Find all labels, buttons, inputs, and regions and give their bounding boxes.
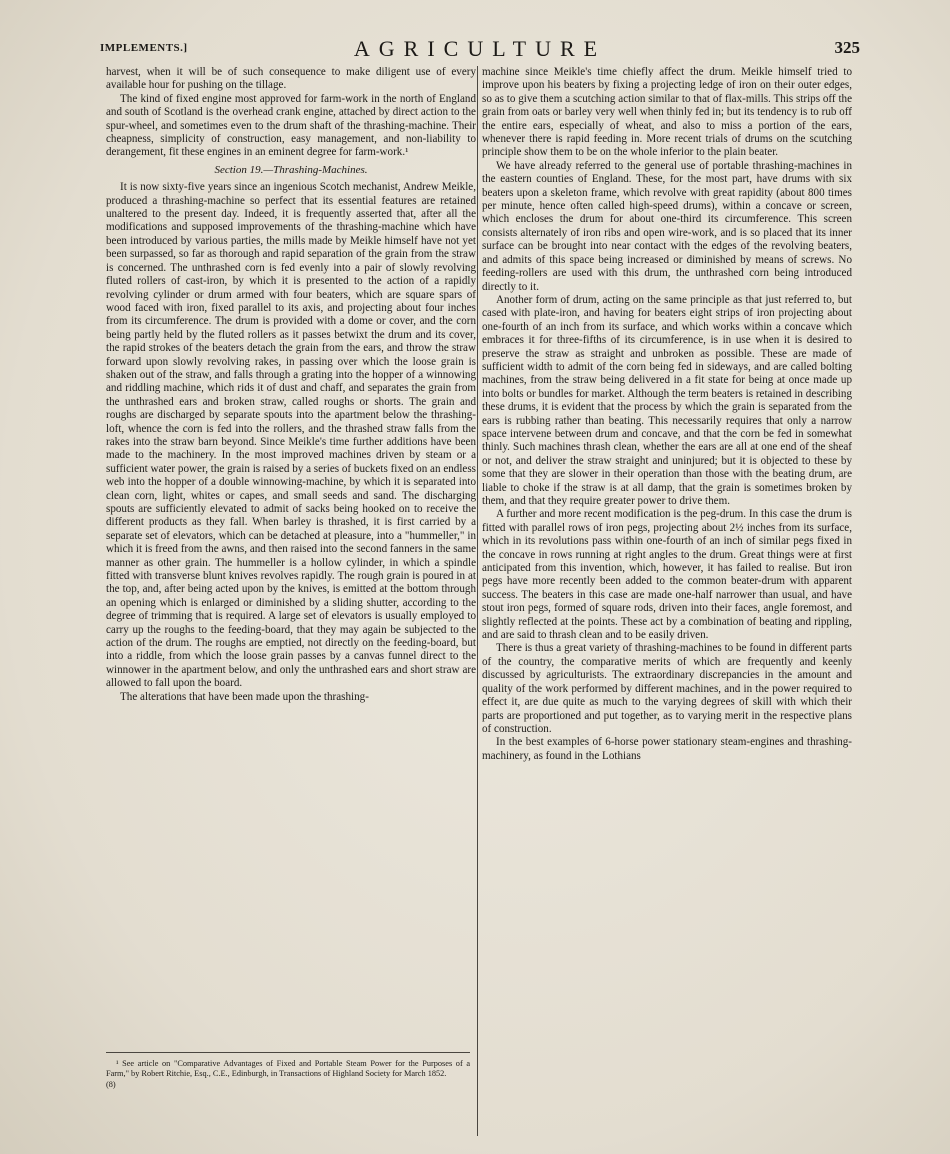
right-paragraph-1: machine since Meikle's time chiefly affect the drum. Meikle himself tried to improve upon his beaters by fixing a projecting ledge of iron on their outer edges, so as to give them a scutching action similar to that of flax-mills. This strips off the grain from oats or barley very well when thinly fed in; but its tendency is to rub off the entire ears, especially of wheat, and also to miss a portion of the ears, whenever there is rapid feeding in. More recent trials of drums on the scutching principle show them to be on the whole inferior to the plain beater. bbox=[482, 66, 852, 159]
left-paragraph-3: It is now sixty-five years since an ingenious Scotch mechanist, Andrew Meikle, produced a thrashing-machine so perfect that its essential features are retained unaltered to the present day. Indeed, it is frequently asserted that, after all the modifications and supposed improvements of the thrashing-machine which have been introduced by various parties, the mills made by Meikle himself have not yet been surpassed, so far as thorough and rapid separation of the grain from the straw is concerned. The unthrashed corn is fed evenly into a pair of slowly revolving fluted rollers of cast-iron, by which it is presented to the action of a rapidly revolving cylinder or drum armed with four beaters, which are square spars of wood faced with iron, fixed parallel to its axis, and projecting about four inches from its circumference. The drum is provided with a dome or cover, and the corn being partly held by the fluted rollers as it passes betwixt the drum and its cover, the rapid strokes of the beaters detach the grain from the ears, and throw the straw forward upon slowly revolving rakes, in passing over which the loose grain is shaken out of the straw, and falls through a grating into the hopper of a winnowing and riddling machine, which rids it of dust and chaff, and separates the grain from the unthrashed ears and broken straw, called roughs or shorts. The grain and roughs are discharged by separate spouts into the apartment below the thrashing-loft, whence the corn is fed into the rollers, and the thrashed straw falls from the rakes into the straw barn beyond. Since Meikle's time further additions have been made to the machinery. In the most improved machines driven by steam or a sufficient water power, the grain is raised by a series of buckets fixed on an endless web into the hopper of a double winnowing-machine, by which it is separated into clean corn, light, whites or capes, and small seeds and sand. The discharging spouts are sufficiently elevated to admit of sacks being hooked on to receive the different products as they fall. When barley is thrashed, it is first carried by a separate set of elevators, which can be detached at pleasure, into a "hummeller," in which it is freed from the awns, and then raised into the second fanners in the same manner as other grain. The hummeller is a hollow cylinder, in which a spindle fitted with transverse blunt knives revolves rapidly. The rough grain is poured in at the top, and, after being acted upon by the knives, is emitted at the bottom through an opening which is enlarged or diminished by a sliding shutter, according to the degree of trimming that is required. A large set of elevators is usually employed to carry up the roughs to the feeding-board, that they may again be subjected to the action of the drum. The roughs are emptied, not directly on the feeding-board, but into a riddle, from which the loose grain passes by a canvas funnel direct to the winnower in the apartment below, and only the unthrashed ears and short straw are allowed to fall upon the board. bbox=[106, 181, 476, 690]
left-paragraph-2: The kind of fixed engine most approved for farm-work in the north of England and south of Scotland is the overhead crank engine, attached by direct action to the spur-wheel, and sometimes even to the drum shaft of the thrashing-machine. Their cheapness, simplicity of construction, easy management, and non-liability to derangement, fit these engines in an eminent degree for farm-work.¹ bbox=[106, 92, 476, 159]
right-paragraph-4: A further and more recent modification is the peg-drum. In this case the drum is fitted with parallel rows of iron pegs, projecting about 2½ inches from its surface, which in its revolutions pass within one-fourth of an inch of similar pegs fixed in the concave in rows running at right angles to the drum. Great things were at first anticipated from this invention, which, however, it has failed to realise. But iron pegs have more recently been added to the common beater-drum with apparent success. The beaters in this case are made one-half narrower than usual, and have stout iron pegs, formed of square rods, driven into their faces, angle foremost, and slightly reflected at the points. These act by a combination of beating and rippling, and are said to thrash clean and to be easily driven. bbox=[482, 508, 852, 642]
left-paragraph-1: harvest, when it will be of such consequence to make diligent use of every available hour for pushing on the tillage. bbox=[106, 66, 476, 92]
footnote-text: ¹ See article on "Comparative Advantages of Fixed and Portable Steam Power for the Purposes of a Farm," by Robert Ritchie, Esq., C.E., Edinburgh, in Transactions of Highland Society for March 1852. bbox=[106, 1059, 470, 1078]
right-paragraph-2: We have already referred to the general use of portable thrashing-machines in the eastern counties of England. These, for the most part, have drums with six beaters upon a skeleton frame, which revolve with great rapidity (about 800 times per minute, hence often called high-speed drums), within a concave or screen, which encloses the drum for about one-third its circumference. This screen consists alternately of iron ribs and open wire-work, and is so placed that its inner surface can be brought into near contact with the edges of the revolving beaters, and admits of this space being increased or diminished by means of screws. No feeding-rollers are used with this drum, the unthrashed corn being introduced directly to it. bbox=[482, 159, 852, 293]
left-paragraph-4: The alterations that have been made upon the thrashing- bbox=[120, 690, 369, 703]
signature-mark: (8) bbox=[106, 1080, 116, 1089]
section-label: IMPLEMENTS.] bbox=[100, 42, 188, 54]
right-paragraph-3: Another form of drum, acting on the same principle as that just referred to, but cased with plate-iron, and having for beaters eight strips of iron projecting about one-fourth of an inch from its surface, and which works within a concave which embraces it for three-fifths of its circumference, is in use when it is desired to preserve the straw as straight and unbroken as possible. These are made of sufficient width to admit of the corn being fed in sideways, and are called bolting machines, from the straw being delivered in a fit state for being at once made up into bolts or bundles for market. Although the term beaters is retained in describing these drums, it is evident that the process by which the grain is separated from the ears is rubbing rather than beating. This necessarily requires that only a narrow space intervene between drum and concave, and that the corn be fed in somewhat thinly. Such machines thrash clean, whether the ears are all at one end of the sheaf or not, and deliver the straw straight and uninjured; but it is objected to these by some that they are slower in their operation than those with the beating drum, are liable to choke if the straw is at all damp, that the grain is sometimes broken by them, and that they require greater power to drive them. bbox=[482, 293, 852, 507]
right-paragraph-5: There is thus a great variety of thrashing-machines to be found in different parts of the country, the comparative merits of which are frequently and keenly discussed by agriculturists. The extraordinary discrepancies in the amount and quality of the work performed by different machines, and in the power required to effect it, are due quite as much to the varying degrees of skill with which their parts are proportioned and put together, as to varying merit in the respective plans of construction. bbox=[482, 642, 852, 735]
right-paragraph-6: In the best examples of 6-horse power stationary steam-engines and thrashing-machinery, as found in the Lothians bbox=[482, 736, 852, 762]
column-divider bbox=[477, 66, 478, 1136]
footnote bbox=[106, 1052, 470, 1090]
page-title: AGRICULTURE bbox=[353, 36, 607, 61]
running-header bbox=[100, 36, 860, 66]
section-heading: Section 19.—Thrashing-Machines. bbox=[214, 163, 368, 176]
right-column bbox=[482, 66, 852, 763]
page-number: 325 bbox=[834, 38, 860, 57]
left-column bbox=[106, 66, 476, 704]
